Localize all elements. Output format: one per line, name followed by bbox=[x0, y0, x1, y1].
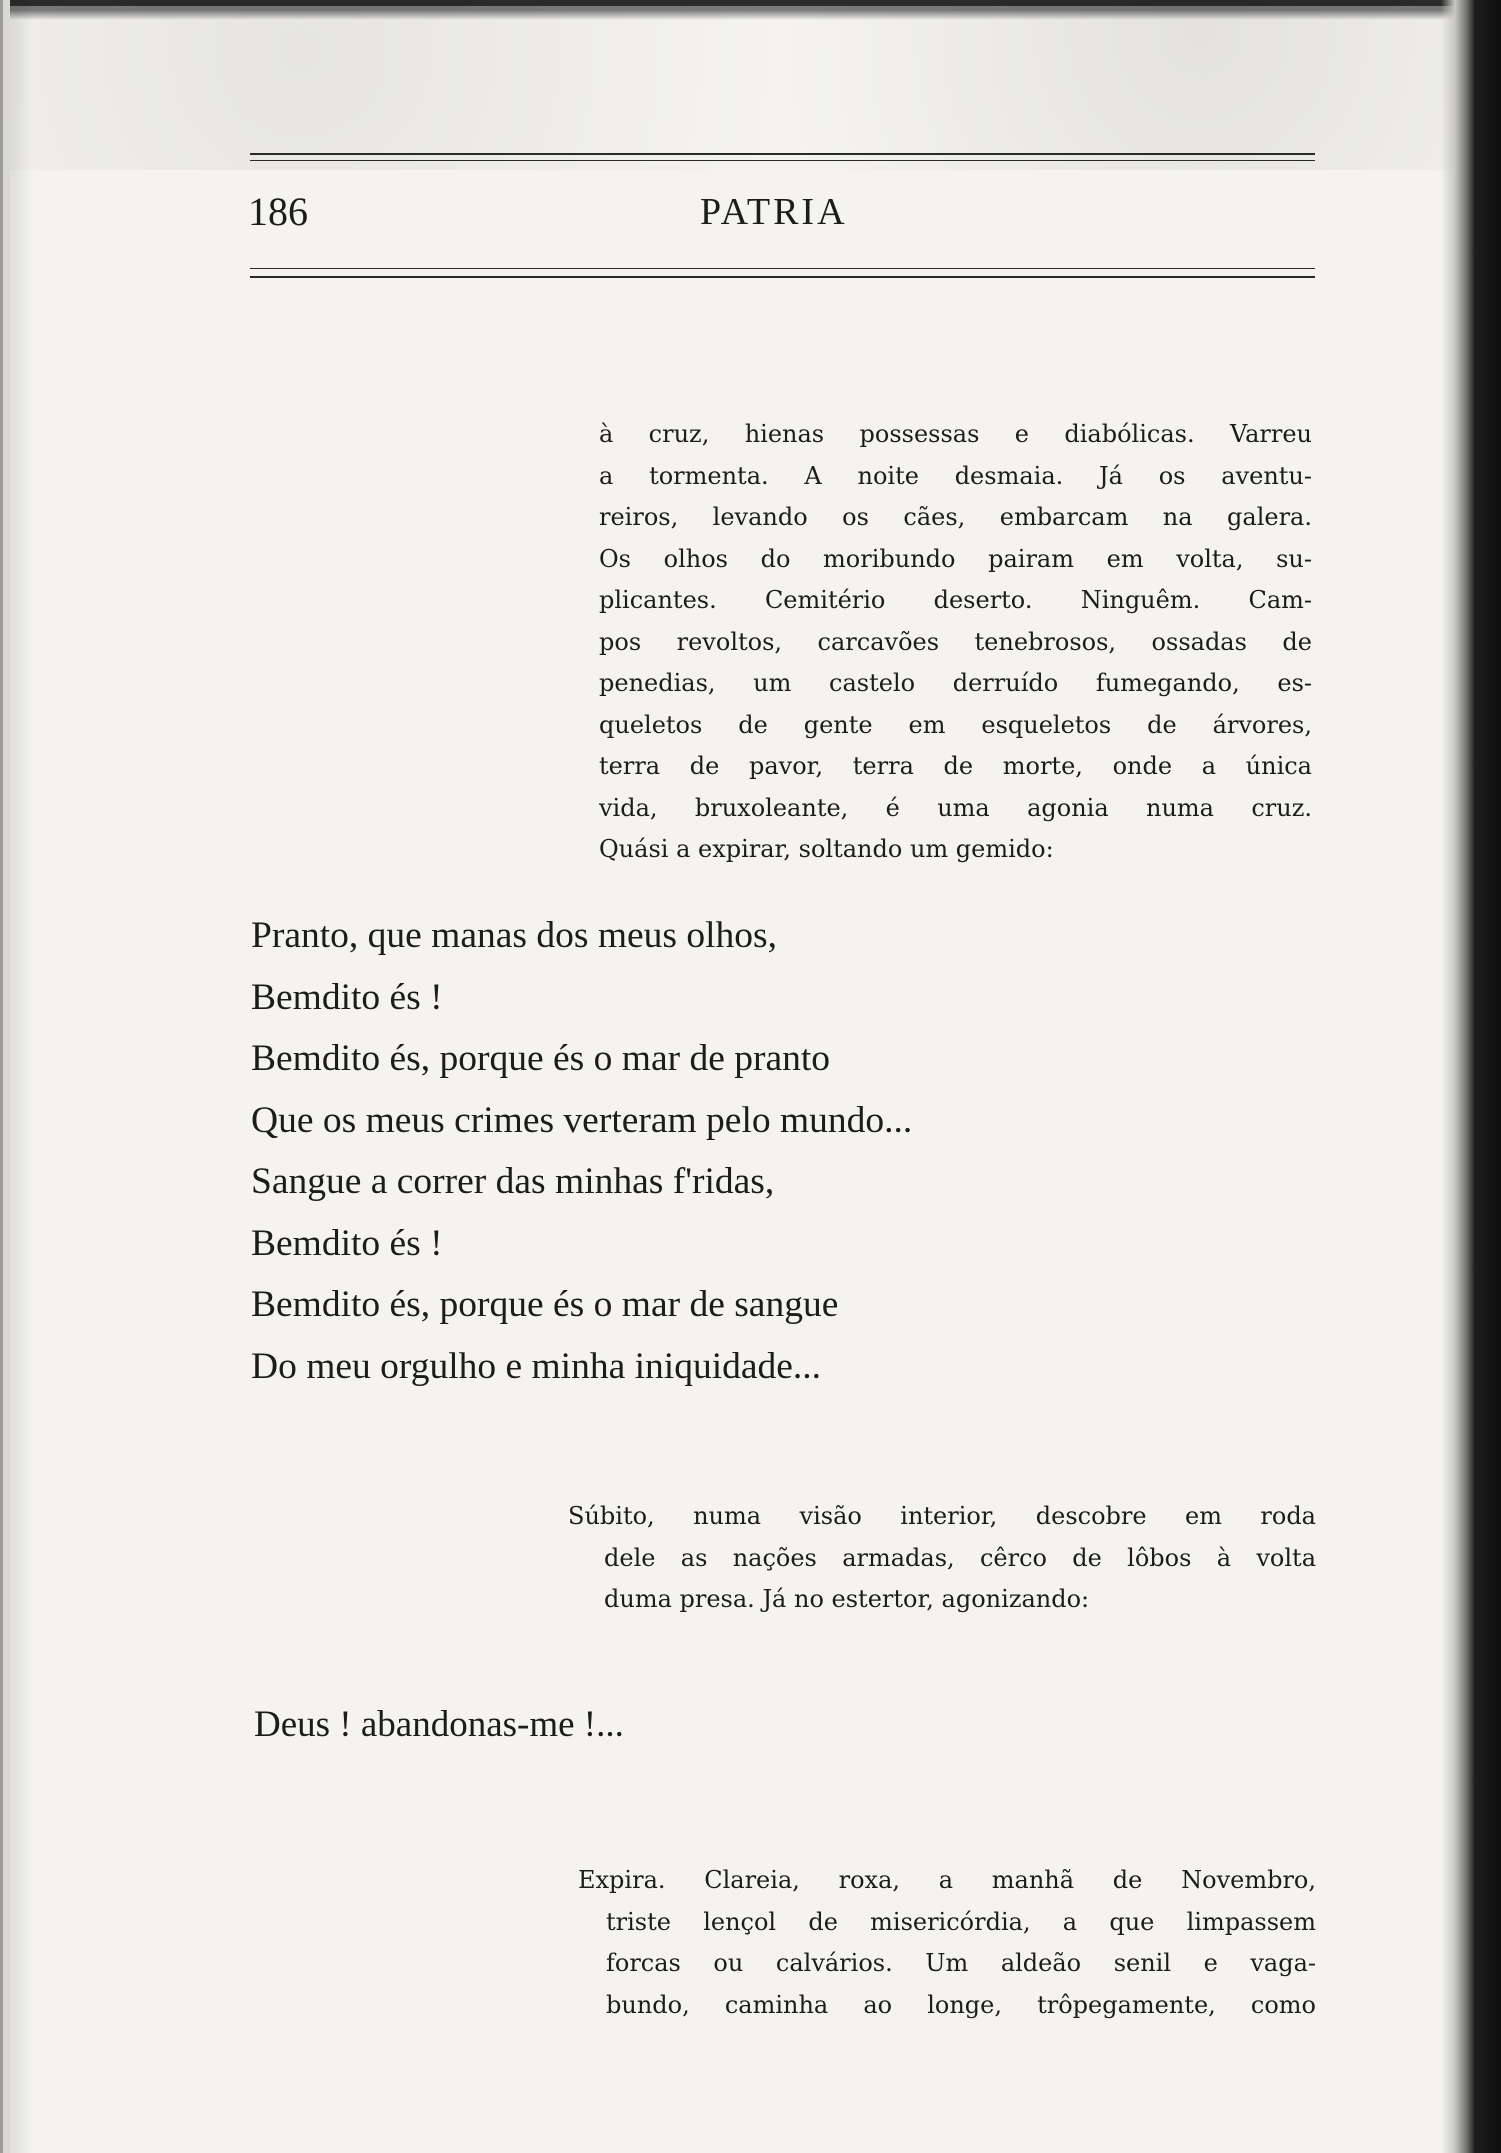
header-rule-bottom-1 bbox=[250, 268, 1315, 269]
prose-line: Os olhos do moribundo pairam em volta, su- bbox=[599, 544, 1312, 573]
verse-line: Pranto, que manas dos meus olhos, bbox=[251, 915, 777, 956]
verse-line: Do meu orgulho e minha iniquidade... bbox=[251, 1345, 822, 1387]
stage-direction-3 bbox=[578, 1860, 1316, 2026]
verse-line: Bemdito és, porque és o mar de sangue bbox=[251, 1284, 839, 1325]
prose-line: Súbito, numa visão interior, descobre em roda bbox=[568, 1502, 1316, 1530]
prose-line: Expira. Clareia, roxa, a manhã de Novembro, bbox=[578, 1866, 1316, 1894]
verse-cry: Deus ! abandonas-me !... bbox=[254, 1704, 624, 1745]
prose-line: plicantes. Cemitério deserto. Ninguêm. Cam- bbox=[599, 586, 1312, 614]
header-rule-bottom-2 bbox=[250, 276, 1315, 278]
prose-line: reiros, levando os cães, embarcam na galera. bbox=[599, 503, 1312, 531]
header-rule-top-2 bbox=[250, 160, 1315, 161]
prose-line: forcas ou calvários. Um aldeão senil e vaga- bbox=[606, 1949, 1316, 1977]
prose-line: à cruz, hienas possessas e diabólicas. Varreu bbox=[599, 420, 1312, 448]
prose-line: penedias, um castelo derruído fumegando, es- bbox=[599, 669, 1312, 697]
verse-line: Bemdito és, porque és o mar de pranto bbox=[251, 1038, 831, 1079]
page-number: 186 bbox=[248, 189, 308, 234]
prose-line: bundo, caminha ao longe, trôpegamente, como bbox=[606, 1990, 1316, 2019]
prose-line: a tormenta. A noite desmaia. Já os aventu- bbox=[599, 461, 1312, 490]
prose-line: queletos de gente em esqueletos de árvores, bbox=[599, 710, 1312, 739]
prose-line: dele as nações armadas, cêrco de lôbos à volta bbox=[604, 1543, 1316, 1572]
scan-speckle bbox=[0, 0, 1501, 170]
stage-direction-2 bbox=[568, 1496, 1316, 1621]
verse-line: Bemdito és ! bbox=[251, 976, 443, 1018]
header-rule-top-1 bbox=[250, 153, 1315, 155]
prose-line: vida, bruxoleante, é uma agonia numa cruz. bbox=[599, 793, 1312, 822]
verse-line: Bemdito és ! bbox=[251, 1222, 443, 1264]
verse-line: Que os meus crimes verteram pelo mundo... bbox=[251, 1099, 913, 1141]
prose-line: terra de pavor, terra de morte, onde a única bbox=[599, 752, 1312, 780]
running-title: PATRIA bbox=[700, 191, 848, 233]
prose-line: Quási a expirar, soltando um gemido: bbox=[599, 835, 1054, 863]
prose-line: duma presa. Já no estertor, agonizando: bbox=[604, 1585, 1090, 1613]
prose-line: triste lençol de misericórdia, a que limpassem bbox=[606, 1907, 1316, 1936]
scan-edge-right bbox=[1441, 0, 1501, 2153]
prose-line: pos revoltos, carcavões tenebrosos, ossadas de bbox=[599, 627, 1312, 656]
scan-edge-left bbox=[0, 0, 32, 2153]
verse-stanza-1 bbox=[251, 905, 912, 1397]
stage-direction-1 bbox=[599, 414, 1312, 871]
verse-line: Sangue a correr das minhas f'ridas, bbox=[251, 1161, 775, 1202]
